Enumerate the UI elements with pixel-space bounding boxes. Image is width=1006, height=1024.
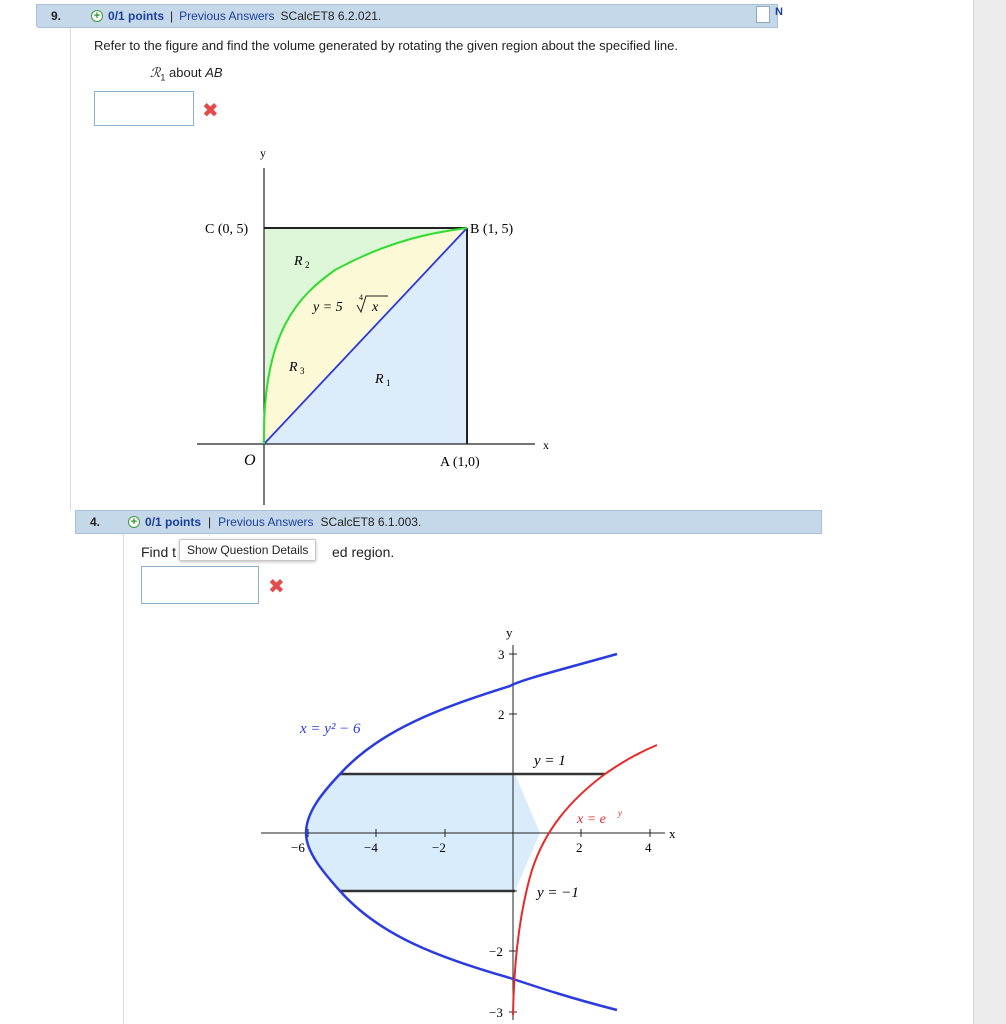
region-symbol: ℛ — [150, 65, 161, 80]
x-tick-label-neg4: −4 — [364, 840, 378, 855]
x-tick-label-neg6: −6 — [291, 840, 305, 855]
previous-answers-link[interactable]: Previous Answers — [218, 515, 314, 529]
line-top-label: y = 1 — [534, 753, 566, 769]
plus-icon[interactable]: + — [91, 10, 103, 22]
region-r3-label: R — [289, 360, 298, 375]
question-9-prompt: Refer to the figure and find the volume generated by rotating the given region about the specified line. — [94, 38, 678, 53]
question-number: 9. — [51, 9, 62, 23]
y-tick-label-2: 2 — [498, 707, 505, 722]
parabola-label: x = y² − 6 — [300, 721, 361, 737]
note-mark: N — [775, 6, 783, 18]
exp-label-exponent: y — [618, 808, 622, 818]
region-r1-label: R — [375, 372, 384, 387]
line-bottom-label: y = −1 — [537, 885, 579, 901]
x-tick-label-neg2: −2 — [432, 840, 446, 855]
y-tick-label-neg2: −2 — [489, 944, 503, 959]
region-r2-label: R — [294, 254, 303, 269]
separator: | — [208, 515, 212, 529]
curve-root-index: 4 — [359, 293, 363, 302]
y-tick-label-neg3: −3 — [489, 1005, 503, 1020]
about-text: about — [169, 65, 202, 80]
y-axis-label: y — [260, 146, 266, 160]
y-tick-label-3: 3 — [498, 647, 505, 662]
incorrect-icon: ✖ — [268, 576, 285, 598]
point-b-label: B (1, 5) — [470, 222, 514, 237]
region-r2-index: 2 — [305, 260, 310, 270]
x-tick-label-4: 4 — [645, 840, 652, 855]
x-axis-label: x — [543, 438, 549, 452]
y-axis-label: y — [506, 625, 513, 640]
origin-label: O — [244, 452, 256, 469]
question-number: 4. — [90, 515, 101, 529]
problem-code: SCalcET8 6.2.021. — [280, 9, 382, 23]
x-tick-label-2: 2 — [576, 840, 583, 855]
separator: | — [170, 9, 174, 23]
curve-label: y = 5 — [313, 300, 343, 315]
points-label: 0/1 points — [108, 9, 165, 23]
points-label: 0/1 points — [145, 515, 202, 529]
right-gutter — [973, 0, 1006, 1024]
x-axis-label: x — [669, 826, 676, 841]
question-4-prompt-end: ed region. — [332, 544, 395, 560]
exp-label: x = e — [577, 812, 606, 827]
region-index: 1 — [160, 72, 166, 83]
question-4-prompt-start: Find t — [141, 544, 177, 560]
show-question-details-tooltip[interactable]: Show Question Details — [179, 539, 316, 561]
point-a-label: A (1,0) — [440, 455, 480, 470]
incorrect-icon: ✖ — [202, 100, 219, 122]
plus-icon[interactable]: + — [128, 516, 140, 528]
previous-answers-link[interactable]: Previous Answers — [179, 9, 275, 23]
curve-variable: x — [372, 300, 379, 315]
region-r1-index: 1 — [386, 378, 391, 388]
region-r3-index: 3 — [300, 366, 305, 376]
point-c-label: C (0, 5) — [205, 222, 249, 237]
line-name: AB — [205, 65, 223, 80]
problem-code: SCalcET8 6.1.003. — [320, 515, 422, 529]
exponential-curve — [513, 745, 657, 1015]
